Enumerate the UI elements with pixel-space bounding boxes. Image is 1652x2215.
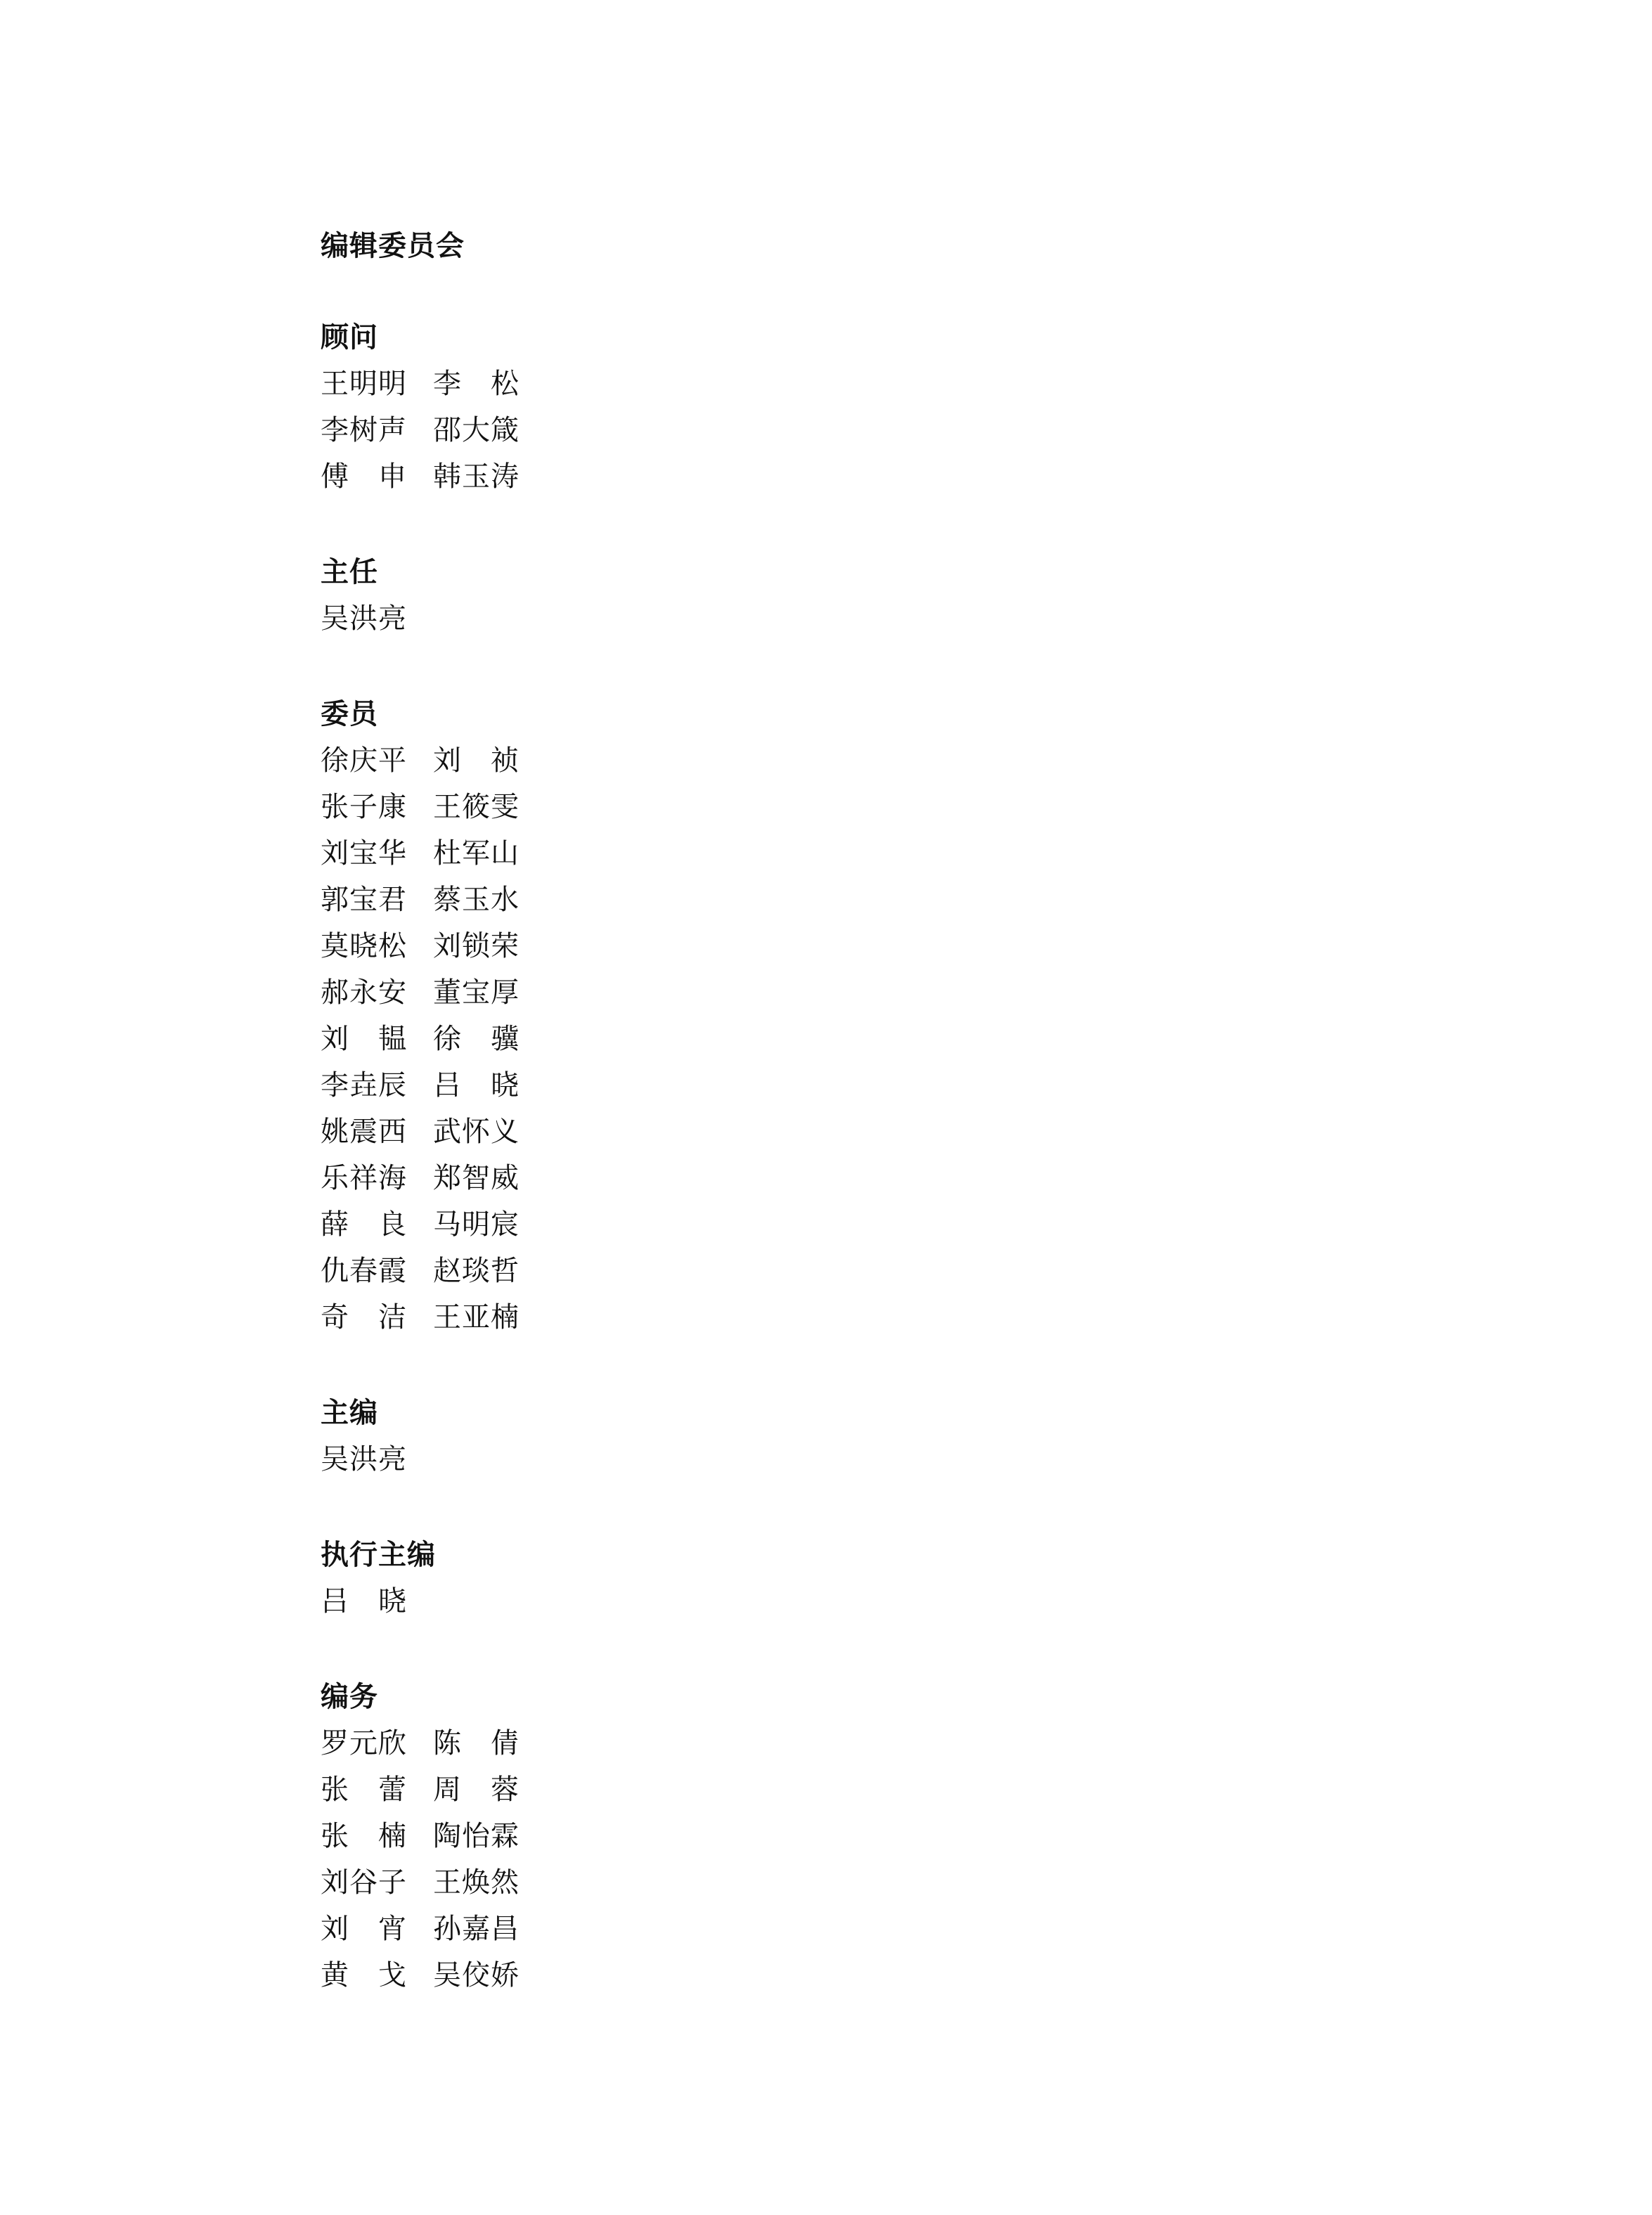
name-row [321,1956,953,2002]
section [321,1535,953,1628]
name-row [321,411,953,457]
section-heading: 主任 [321,555,378,588]
member-name: 陶怡霖 [433,1820,520,1852]
member-name: 李垚辰 [321,1069,407,1102]
section [321,318,953,503]
member-name: 乐祥海 [321,1162,407,1194]
name-row [321,1019,953,1066]
name-row [321,880,953,926]
member-name: 王筱雯 [433,791,520,823]
member-name: 吕 晓 [433,1069,520,1102]
name-row [321,834,953,880]
member-name: 郝永安 [321,976,407,1009]
member-name: 莫晓松 [321,930,407,962]
member-name: 陈 倩 [433,1727,520,1759]
member-name: 赵琰哲 [433,1255,520,1287]
member-name: 杜军山 [433,837,520,870]
name-row [321,1205,953,1251]
member-name: 郑智威 [433,1162,520,1194]
member-name: 王明明 [321,368,407,400]
name-row [321,1816,953,1863]
section-heading: 委员 [321,697,378,730]
member-name: 奇 洁 [321,1301,407,1333]
name-row [321,1582,953,1628]
member-name: 李 松 [433,368,520,400]
editorial-board-page [321,226,953,2051]
name-row [321,1298,953,1344]
name-row [321,741,953,787]
name-row [321,787,953,834]
name-row [321,926,953,973]
member-name: 吴洪亮 [321,602,407,635]
member-name: 张 蕾 [321,1774,407,1806]
name-row [321,599,953,645]
name-row [321,1909,953,1956]
member-name: 邵大箴 [433,414,520,446]
member-name: 姚震西 [321,1116,407,1148]
member-name: 张 楠 [321,1820,407,1852]
member-name: 郭宝君 [321,884,407,916]
name-row [321,1158,953,1205]
member-name: 蔡玉水 [433,884,520,916]
member-name: 张子康 [321,791,407,823]
member-name: 徐庆平 [321,744,407,777]
member-name: 刘宝华 [321,837,407,870]
member-name: 黄 戈 [321,1959,407,1991]
member-name: 韩玉涛 [433,460,520,493]
member-name: 刘 宵 [321,1913,407,1945]
member-name: 仇春霞 [321,1255,407,1287]
name-row [321,1863,953,1909]
member-name: 武怀义 [433,1116,520,1148]
member-name: 马明宸 [433,1208,520,1241]
name-row [321,1770,953,1816]
member-name: 王亚楠 [433,1301,520,1333]
member-name: 孙嘉昌 [433,1913,520,1945]
member-name: 薛 良 [321,1208,407,1241]
name-row [321,457,953,503]
page-title: 编辑委员会 [321,229,465,262]
member-name: 董宝厚 [433,976,520,1009]
name-row [321,1724,953,1770]
member-name: 刘 韫 [321,1023,407,1055]
name-row [321,1251,953,1298]
member-name: 刘锁荣 [433,930,520,962]
section [321,553,953,645]
member-name: 吴洪亮 [321,1443,407,1475]
member-name: 周 蓉 [433,1774,520,1806]
member-name: 刘谷子 [321,1866,407,1899]
section [321,695,953,1344]
section-heading: 主编 [321,1396,378,1429]
member-name: 傅 申 [321,460,407,493]
section [321,1393,953,1486]
name-row [321,1440,953,1486]
member-name: 吕 晓 [321,1585,407,1617]
member-name: 王焕然 [433,1866,520,1899]
section-heading: 顾问 [321,321,378,354]
section-heading: 编务 [321,1680,378,1713]
name-row [321,1112,953,1158]
section [321,1677,953,2002]
name-row [321,1066,953,1112]
member-name: 罗元欣 [321,1727,407,1759]
member-name: 李树声 [321,414,407,446]
sections-container [321,318,953,2002]
name-row [321,364,953,411]
member-name: 徐 骥 [433,1023,520,1055]
name-row [321,973,953,1019]
member-name: 刘 祯 [433,744,520,777]
section-heading: 执行主编 [321,1538,436,1571]
member-name: 吴佼娇 [433,1959,520,1991]
